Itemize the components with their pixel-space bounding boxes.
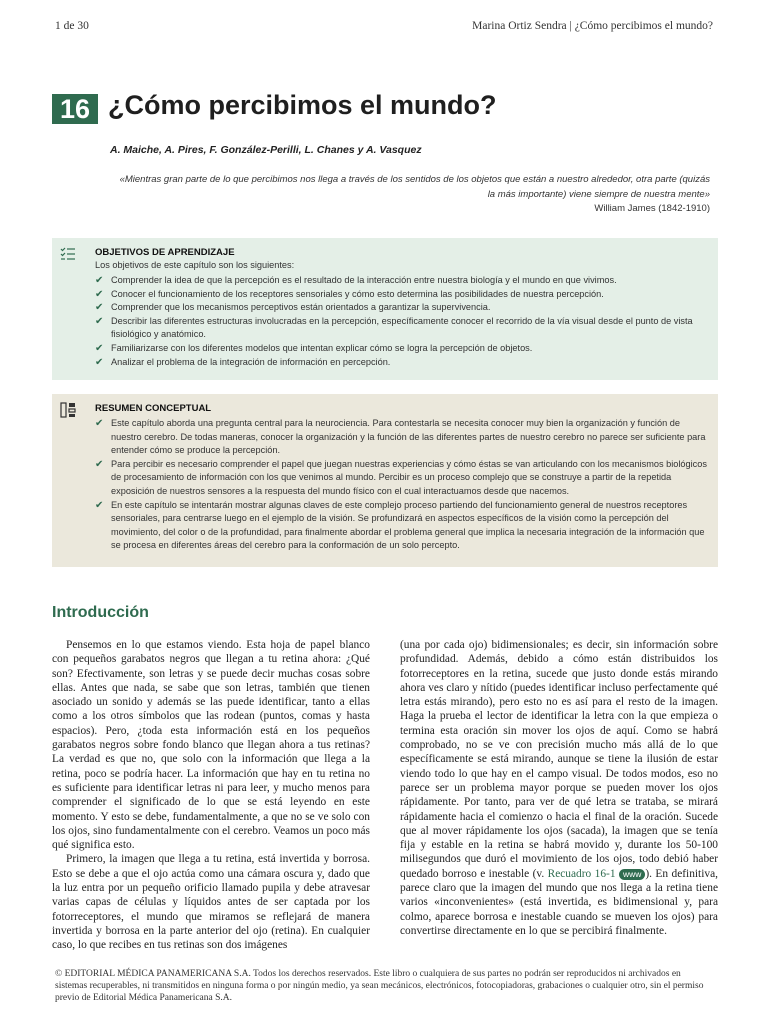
copyright-footer: © EDITORIAL MÉDICA PANAMERICANA S.A. Todos los derechos reservados. Este libro o cualquiera de sus partes no podrán ser reproducidos ni archivados en sistemas recuperables, ni transmitidos en ninguna forma o por ningún medio, ya sean mecánicos, electrónicos, fotocopiadoras, grabaciones o cualquier otro, sin el permiso previo de Editorial Médica Panamericana S.A. [55, 969, 704, 1003]
www-badge[interactable]: www [619, 869, 645, 880]
summary-heading: RESUMEN CONCEPTUAL [95, 403, 212, 414]
objectives-intro: Los objetivos de este capítulo son los siguientes: [95, 260, 295, 270]
epigraph-quote: «Mientras gran parte de lo que percibimos nos llega a través de los sentidos de los objetos que están a nuestro alrededor, otra parte (quizás la más importante) viene siempre de nuestra mente» [119, 174, 710, 200]
body-column-right [400, 638, 718, 938]
objectives-heading: OBJETIVOS DE APRENDIZAJE [95, 247, 235, 258]
objective-item: ✔ Comprender la idea de que la percepción es el resultado de la interacción entre nuestra biología y el mundo en que vivimos. [95, 275, 617, 286]
objective-item: ✔ Describir las diferentes estructuras involucradas en la percepción, específicamente conocer el recorrido de la vía visual desde el punto de vista fisiológico y anatómico. [95, 315, 693, 340]
epigraph [110, 173, 710, 217]
checkmark-icon: ✔ [95, 458, 104, 470]
introduction-heading: Introducción [52, 604, 149, 621]
summary-item: ✔ En este capítulo se intentarán mostrar algunas claves de este complejo proceso partiendo del funcionamiento general de nuestros receptores sensoriales, para centrarse luego en el ejemplo de la visión. Se profundizará en aspectos específicos de la visión como la percepción del movimiento, del color o de la profundidad, para finalmente abordar el problema general que implica la necesaria integración de la información que se procesa en diferentes áreas del cerebro para la conformación de un solo percepto. [95, 499, 705, 551]
body-paragraph: Pensemos en lo que estamos viendo. Esta hoja de papel blanco con pequeños garabatos negros que llegan a tu retina ahora: ¿Qué son? Efectivamente, son letras y se puede decir muchas cosas sobre ellas. Antes que nada, se sabe que son letras, también que tienen asociado un sonido y además se las puede identificar, tanto a ellas como a los otros símbolos que las rodean (puntos, comas y hasta espacios). Pero, ¿toda esta información está en los pequeños garabatos negros sobre fondo blanco que llegan ahora a tus retinas? La verdad es que no, que solo con la información que llega a la retina, poco se podría hacer. La información que hay en tu retina no es suficiente para identificar letras ni para leer, y mucho menos para comprender el significado de lo que se está leyendo en este momento. Y esto se debe, fundamentalmente, a que no se ve solo con los ojos, sino fundamentalmente con el cerebro. Veamos un poco más qué significa esto. [52, 639, 370, 852]
body-paragraph: Primero, la imagen que llega a tu retina, está invertida y borrosa. Esto se debe a que el ojo actúa como una cámara oscura y, dado que la luz entra por un pequeño orificio llamado pupila y debe atravesar varias capas de células y líquidos antes de ser captada por los fotorreceptores, el mundo que miramos se reflejará de manera invertida y borrosa en la parte anterior del ojo (retina). En cualquier caso, lo que recibes en tus retinas son dos imágenes [52, 853, 370, 952]
checkmark-icon: ✔ [95, 418, 104, 429]
summary-item: ✔ Para percibir es necesario comprender el papel que juegan nuestras experiencias y cómo éstas se van articulando con los mecanismos biológicos de procesamiento de información con los que venimos al mundo. Percibir es un proceso complejo que se construye a partir de la repetida exposición de nuestros sensores a la respuesta del mundo físico con el cual interactuamos desde que nacemos. [95, 458, 707, 496]
box-reference-link[interactable]: Recuadro 16-1 [547, 867, 616, 880]
checkmark-icon: ✔ [95, 315, 104, 327]
page-number: 1 de 30 [55, 20, 89, 32]
chapter-title: ¿Cómo percibimos el mundo? [108, 90, 497, 120]
objective-item: ✔ Conocer el funcionamiento de los receptores sensoriales y cómo esto determina las posibilidades de nuestra percepción. [95, 288, 604, 300]
checkmark-icon: ✔ [95, 356, 104, 368]
learning-objectives-box [52, 238, 718, 380]
objective-item: ✔ Analizar el problema de la integración de información en percepción. [95, 356, 391, 368]
running-title: Marina Ortiz Sendra | ¿Cómo percibimos el mundo? [472, 20, 713, 32]
checkmark-icon: ✔ [95, 288, 104, 300]
summary-list [95, 417, 710, 553]
checkmark-icon: ✔ [95, 275, 104, 286]
epigraph-attribution: William James (1842-1910) [594, 203, 710, 214]
chapter-number-badge: 16 [52, 94, 98, 124]
objective-item: ✔ Familiarizarse con los diferentes modelos que intentan explicar cómo se logra la percepción de objetos. [95, 342, 533, 354]
checklist-icon [60, 246, 76, 262]
body-paragraph: (una por cada ojo) bidimensionales; es decir, sin información sobre profundidad. Además, debido a cómo están distribuidos los fotorreceptores en la retina, sucede que justo donde estás mirando ahora ves claro y nítido (puedes identificar incluso perfectamente qué letra estás mirando), pero esto no es así para el resto de la imagen. Haga la prueba el lector de identificar la letra con la que empieza o termina esta oración sin mover los ojos de aquí. Como se habrá comprobado, no se ve con precisión mucho más allá de lo que específicamente se está mirando, aunque se tiene la ilusión de estar viendo todo lo que hay en el campo visual. De todos modos, eso no parece ser un problema mayor porque se pueden mover los ojos rápidamente. Por tanto, para ver de qué letra se trataba, se mirará rápidamente hacia el comienzo o hacia el final de la oración. Sucede que al mover rápidamente los ojos (sacada), la imagen que se tenía fija y estable en la retina se habrá movido y, durante los 50-100 milisegundos que duró el movimiento de los ojos, todo debió haber quedado borroso e inestable (v. Recuadro 16-1 www ). En definitiva, parece claro que la imagen del mundo que nos llega a la retina tiene varios «inconvenientes» (está invertida, es bidimensional y, para colmo, aparece borrosa e inestable cuando se mueven los ojos) para convertirse directamente en lo que se percibirá finalmente. [400, 639, 718, 937]
checkmark-icon: ✔ [95, 302, 104, 314]
body-column-left [52, 638, 370, 953]
summary-item: ✔ Este capítulo aborda una pregunta central para la neurociencia. Para contestarla se necesita conocer muy bien la organización y función de nuestro cerebro. De todas maneras, conocer la organización y la función de las diferentes partes de nuestro cerebro no parece ser suficiente para entender cómo se produce la percepción. [95, 418, 706, 456]
running-header [55, 20, 713, 36]
objectives-list [95, 274, 710, 369]
checkmark-icon: ✔ [95, 342, 104, 354]
objective-item: ✔ Comprender que los mecanismos perceptivos están orientados a garantizar la supervivencia. [95, 302, 491, 314]
summary-icon [60, 402, 76, 418]
conceptual-summary-box [52, 394, 718, 567]
chapter-authors: A. Maiche, A. Pires, F. González-Perilli, L. Chanes y A. Vasquez [110, 144, 422, 156]
checkmark-icon: ✔ [95, 499, 104, 511]
